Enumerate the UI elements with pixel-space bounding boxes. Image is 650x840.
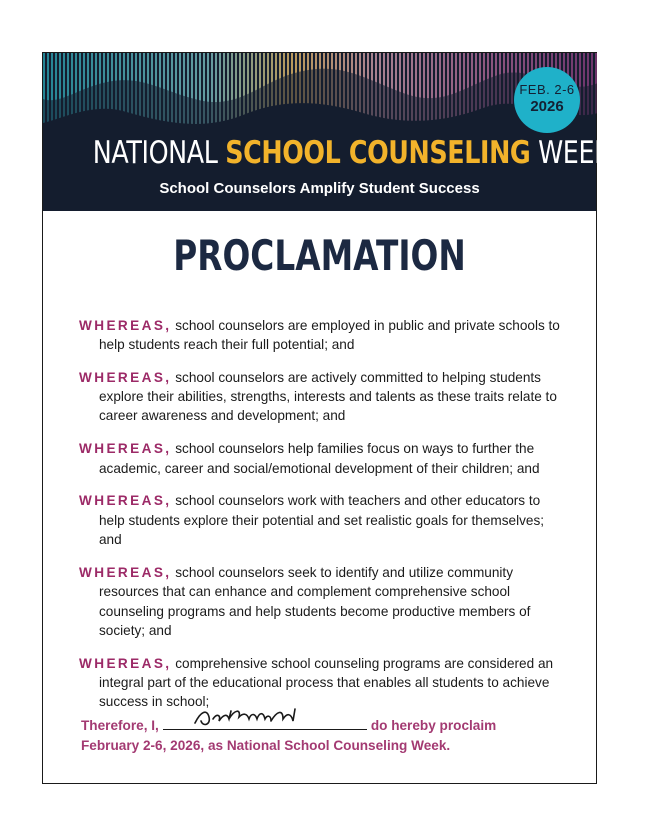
banner-title-week: WEEK — [538, 135, 611, 171]
whereas-clause — [79, 368, 569, 426]
banner-title-national: NATIONAL — [92, 135, 218, 171]
proclamation-heading: PROCLAMATION — [173, 231, 466, 280]
date-badge-dates: FEB. 2-6 — [519, 82, 575, 97]
banner-subtitle: School Counselors Amplify Student Success — [159, 180, 480, 197]
whereas-keyword: WHEREAS, — [79, 369, 172, 385]
proclamation-closing — [81, 713, 581, 756]
closing-suffix: do hereby proclaim — [370, 718, 497, 733]
header-banner — [43, 53, 611, 211]
banner-title-school-counseling: SCHOOL COUNSELING — [225, 135, 531, 171]
whereas-keyword: WHEREAS, — [79, 317, 172, 333]
whereas-keyword: WHEREAS, — [79, 441, 172, 457]
whereas-clause — [79, 491, 569, 549]
whereas-clause — [79, 654, 569, 712]
closing-line2: February 2-6, 2026, as National School Counseling Week. — [81, 738, 451, 753]
clause-text: school counselors work with teachers and other educators to help students explore their potential and set realistic goals for themselves; and — [99, 493, 545, 548]
whereas-keyword: WHEREAS, — [79, 564, 172, 580]
whereas-keyword: WHEREAS, — [79, 493, 172, 509]
whereas-clause — [79, 439, 569, 478]
handwritten-signature — [191, 703, 311, 731]
date-badge-year: 2026 — [530, 98, 564, 115]
signature-line — [163, 713, 367, 730]
clause-text: school counselors are employed in public and private schools to help students reach their full potential; and — [99, 317, 560, 352]
proclamation-frame — [42, 52, 611, 784]
date-badge — [514, 67, 580, 133]
closing-prefix: Therefore, I, — [81, 718, 159, 733]
clause-text: comprehensive school counseling programs are considered an integral part of the educational process that enables all students to achieve success in school; — [99, 655, 554, 710]
clause-text: school counselors are actively committed to helping students explore their abilities, strengths, interests and talents as these traits relate to career awareness and development; and — [99, 369, 557, 424]
banner-title — [92, 135, 611, 171]
clause-text: school counselors help families focus on ways to further the academic, career and social/emotional development of their children; and — [99, 441, 540, 476]
whereas-clauses — [79, 302, 569, 721]
whereas-clause — [79, 316, 569, 355]
whereas-clause — [79, 563, 569, 640]
whereas-keyword: WHEREAS, — [79, 655, 172, 671]
clause-text: school counselors seek to identify and utilize community resources that can enhance and complement comprehensive school counseling programs and help students become productive members of society; and — [99, 564, 531, 638]
